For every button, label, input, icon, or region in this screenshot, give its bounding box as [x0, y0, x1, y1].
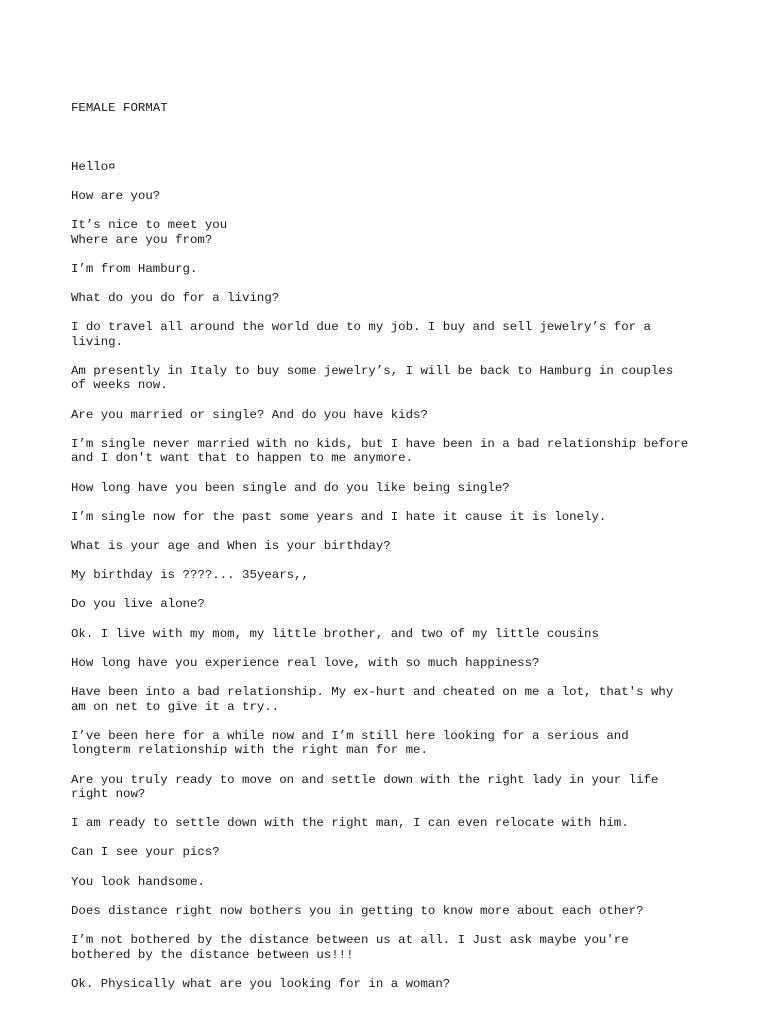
text-line: I’m single now for the past some years and I hate it cause it is lonely.	[71, 509, 607, 524]
text-line: Can I see your pics?	[71, 845, 220, 860]
paragraph	[71, 685, 721, 714]
text-line: I’ve been here for a while now and I’m still here looking for a serious and	[71, 728, 629, 743]
paragraph	[71, 729, 721, 758]
text-line: What do you do for a living?	[71, 290, 280, 305]
text-line: Does distance right now bothers you in getting to know more about each other?	[71, 903, 644, 918]
paragraph	[71, 189, 721, 204]
text-line: bothered by the distance between us!!!	[71, 947, 354, 962]
text-line: am on net to give it a try..	[71, 699, 280, 714]
text-line: I’m single never married with no kids, but I have been in a bad relationship before	[71, 436, 689, 451]
text-line: How long have you experience real love, with so much happiness?	[71, 655, 540, 670]
text-line: Do you live alone?	[71, 597, 205, 612]
text-line: living.	[71, 334, 124, 349]
text-line: Are you truly ready to move on and settle down with the right lady in your life	[71, 772, 659, 787]
text-line: I am ready to settle down with the right man, I can even relocate with him.	[71, 816, 629, 831]
paragraph	[71, 568, 721, 583]
paragraph	[71, 510, 721, 525]
text-line: I’m not bothered by the distance between us at all. I Just ask maybe you're	[71, 933, 629, 948]
paragraph	[71, 977, 721, 992]
document-title	[71, 72, 721, 145]
paragraph	[71, 845, 721, 860]
text-line: and I don't want that to happen to me anymore.	[71, 451, 414, 466]
paragraph	[71, 320, 721, 349]
text-line: How long have you been single and do you like being single?	[71, 480, 510, 495]
paragraph	[71, 773, 721, 802]
text-line: of weeks now.	[71, 378, 168, 393]
paragraph	[71, 875, 721, 890]
text-line: right now?	[71, 787, 146, 802]
paragraph	[71, 291, 721, 306]
text-line: I do travel all around the world due to my job. I buy and sell jewelry’s for a	[71, 320, 651, 335]
text-line: What is your age and When is your birthday?	[71, 539, 391, 553]
text-line: It’s nice to meet you	[71, 217, 228, 232]
text-line: Ok. Physically what are you looking for in a woman?	[71, 976, 451, 991]
paragraph	[71, 218, 721, 247]
text-line: Ok. I live with my mom, my little brother, and two of my little cousins	[71, 626, 599, 641]
paragraph	[71, 408, 721, 423]
text-line: Am presently in Italy to buy some jewelry’s, I will be back to Hamburg in couples	[71, 363, 674, 378]
paragraph-list	[71, 160, 721, 992]
paragraph	[71, 262, 721, 277]
document-body	[71, 72, 721, 1006]
paragraph	[71, 933, 721, 962]
text-line: longterm relationship with the right man for me.	[71, 743, 428, 758]
text-line: My birthday is ????... 35years,,	[71, 568, 309, 583]
text-line: Hello¤	[71, 159, 116, 174]
paragraph	[71, 481, 721, 496]
paragraph	[71, 437, 721, 466]
text-line: Where are you from?	[71, 232, 213, 247]
paragraph	[71, 656, 721, 671]
text-line: Are you married or single? And do you have kids?	[71, 407, 428, 422]
text-line: I’m from Hamburg.	[71, 261, 198, 276]
paragraph	[71, 597, 721, 612]
paragraph	[71, 904, 721, 919]
text-line: Have been into a bad relationship. My ex-hurt and cheated on me a lot, that's why	[71, 684, 674, 699]
title-line: FEMALE FORMAT	[71, 101, 168, 116]
paragraph	[71, 627, 721, 642]
paragraph	[71, 816, 721, 831]
paragraph	[71, 160, 721, 175]
text-line: How are you?	[71, 188, 161, 203]
text-line: You look handsome.	[71, 874, 205, 889]
paragraph	[71, 364, 721, 393]
paragraph	[71, 539, 721, 554]
